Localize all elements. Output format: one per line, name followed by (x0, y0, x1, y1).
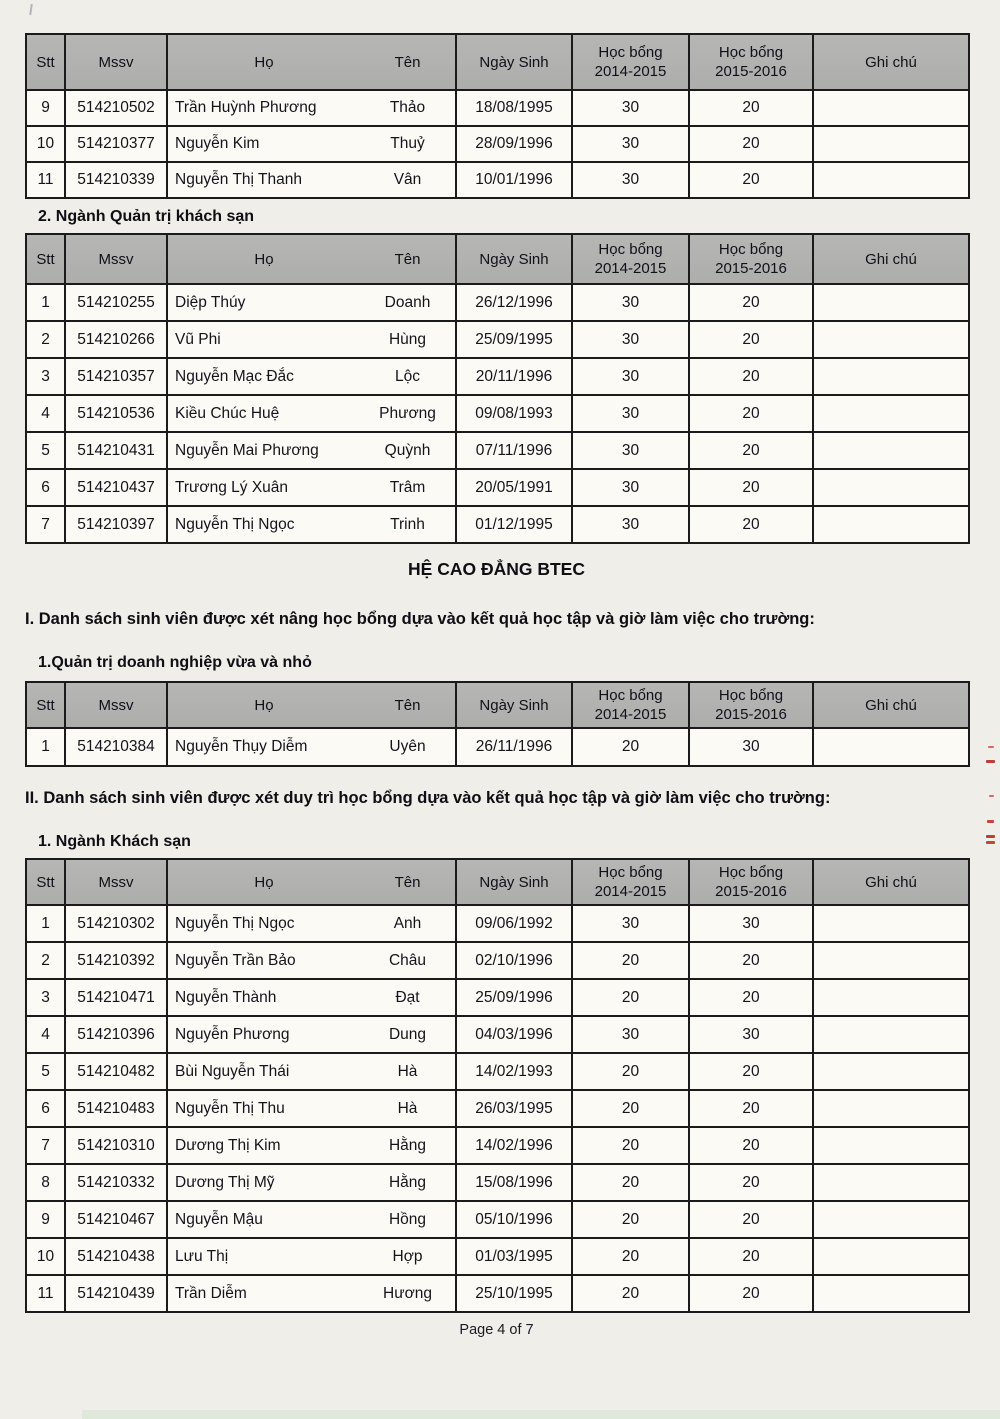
table-row (26, 1127, 969, 1164)
cell-ghi-chu (813, 979, 969, 1016)
cell-hocbong-2014-2015: 20 (572, 979, 689, 1016)
cell-ho: Vũ Phi (175, 330, 221, 348)
cell-hocbong-2015-2016: 20 (689, 90, 813, 126)
cell-mssv: 514210384 (65, 728, 167, 766)
cell-ngay-sinh: 26/11/1996 (456, 728, 572, 766)
cell-ho: Trần Diễm (175, 1284, 247, 1302)
scanner-edge-band (82, 1410, 1000, 1419)
col-header-ho-ten (167, 234, 456, 284)
cell-ho: Nguyễn Thị Ngọc (175, 914, 295, 932)
red-scan-mark (986, 835, 995, 838)
cell-hocbong-2014-2015: 20 (572, 728, 689, 766)
table-row (26, 395, 969, 432)
cell-ghi-chu (813, 90, 969, 126)
cell-ten: Uyên (389, 738, 426, 755)
cell-stt: 11 (26, 162, 65, 198)
cell-ho: Nguyễn Thụy Diễm (175, 738, 308, 755)
cell-stt: 1 (26, 728, 65, 766)
col-header-mssv: Mssv (65, 234, 167, 284)
cell-mssv: 514210482 (65, 1053, 167, 1090)
cell-hocbong-2014-2015: 30 (572, 321, 689, 358)
cell-ngay-sinh: 20/11/1996 (456, 358, 572, 395)
cell-ghi-chu (813, 1127, 969, 1164)
cell-stt: 2 (26, 321, 65, 358)
cell-stt: 9 (26, 90, 65, 126)
cell-hocbong-2015-2016: 30 (689, 728, 813, 766)
col-header-ngay-sinh: Ngày Sinh (456, 34, 572, 90)
col-header-ten: Tên (394, 53, 421, 71)
cell-stt: 3 (26, 979, 65, 1016)
cell-hocbong-2014-2015: 30 (572, 469, 689, 506)
cell-hocbong-2014-2015: 30 (572, 395, 689, 432)
cell-mssv: 514210266 (65, 321, 167, 358)
cell-ghi-chu (813, 162, 969, 198)
cell-stt: 6 (26, 1090, 65, 1127)
cell-ho-ten (167, 432, 456, 469)
cell-mssv: 514210302 (65, 905, 167, 942)
cell-hocbong-2014-2015: 20 (572, 1053, 689, 1090)
table-header (26, 34, 969, 90)
cell-hocbong-2014-2015: 30 (572, 358, 689, 395)
col-header-hocbong-2015-2016: Học bổng 2015-2016 (689, 234, 813, 284)
cell-hocbong-2015-2016: 20 (689, 469, 813, 506)
cell-ten: Doanh (384, 293, 431, 311)
cell-mssv: 514210502 (65, 90, 167, 126)
cell-hocbong-2014-2015: 20 (572, 1127, 689, 1164)
table-row (26, 162, 969, 198)
cell-ho-ten (167, 395, 456, 432)
cell-stt: 11 (26, 1275, 65, 1312)
cell-ngay-sinh: 04/03/1996 (456, 1016, 572, 1053)
cell-ngay-sinh: 01/03/1995 (456, 1238, 572, 1275)
cell-mssv: 514210339 (65, 162, 167, 198)
cell-ho-ten (167, 1016, 456, 1053)
cell-ho-ten (167, 126, 456, 162)
col-header-ho: Họ (254, 696, 274, 714)
cell-ho: Nguyễn Kim (175, 135, 260, 152)
cell-hocbong-2015-2016: 30 (689, 905, 813, 942)
pen-scan-mark (29, 4, 33, 15)
cell-ngay-sinh: 09/08/1993 (456, 395, 572, 432)
cell-hocbong-2014-2015: 30 (572, 284, 689, 321)
col-header-stt: Stt (26, 859, 65, 905)
col-header-ngay-sinh: Ngày Sinh (456, 682, 572, 728)
cell-ho: Trần Huỳnh Phương (175, 99, 317, 116)
table-row (26, 126, 969, 162)
cell-ngay-sinh: 25/09/1995 (456, 321, 572, 358)
table-body (26, 905, 969, 1312)
cell-ngay-sinh: 01/12/1995 (456, 506, 572, 543)
col-header-ghi-chu: Ghi chú (813, 859, 969, 905)
col-header-mssv: Mssv (65, 682, 167, 728)
cell-hocbong-2015-2016: 20 (689, 1090, 813, 1127)
cell-hocbong-2014-2015: 20 (572, 942, 689, 979)
table-body (26, 284, 969, 543)
cell-ten: Thảo (389, 99, 426, 116)
cell-mssv: 514210310 (65, 1127, 167, 1164)
cell-mssv: 514210396 (65, 1016, 167, 1053)
table-row (26, 469, 969, 506)
col-header-hocbong-2014-2015: Học bổng 2014-2015 (572, 859, 689, 905)
cell-stt: 4 (26, 395, 65, 432)
cell-mssv: 514210431 (65, 432, 167, 469)
table-row (26, 1090, 969, 1127)
cell-stt: 7 (26, 506, 65, 543)
cell-mssv: 514210392 (65, 942, 167, 979)
cell-hocbong-2014-2015: 30 (572, 506, 689, 543)
cell-ho: Nguyễn Thị Thu (175, 1099, 285, 1117)
col-header-hocbong-2015-2016: Học bổng 2015-2016 (689, 682, 813, 728)
cell-ghi-chu (813, 728, 969, 766)
cell-ngay-sinh: 14/02/1996 (456, 1127, 572, 1164)
cell-ho-ten (167, 1164, 456, 1201)
col-header-hocbong-2015-2016: Học bổng 2015-2016 (689, 859, 813, 905)
cell-ten: Trâm (389, 478, 426, 496)
cell-hocbong-2015-2016: 20 (689, 321, 813, 358)
cell-ghi-chu (813, 321, 969, 358)
cell-ho-ten (167, 1053, 456, 1090)
section-i-heading: I. Danh sách sinh viên được xét nâng học bổng dựa vào kết quả học tập và giờ làm việc cho trường: (25, 610, 815, 628)
page-number-footer: Page 4 of 7 (459, 1322, 534, 1338)
cell-ten: Hồng (388, 1210, 427, 1228)
cell-stt: 5 (26, 1053, 65, 1090)
cell-hocbong-2014-2015: 30 (572, 162, 689, 198)
table-row (26, 1164, 969, 1201)
table-header (26, 682, 969, 728)
cell-stt: 1 (26, 905, 65, 942)
cell-ho-ten (167, 942, 456, 979)
table-row (26, 1275, 969, 1312)
cell-ten: Hợp (392, 1247, 423, 1265)
cell-ten: Hằng (388, 1136, 427, 1154)
cell-hocbong-2015-2016: 20 (689, 506, 813, 543)
col-header-ten: Tên (394, 873, 421, 891)
col-header-hocbong-2015-2016: Học bổng 2015-2016 (689, 34, 813, 90)
cell-ngay-sinh: 26/12/1996 (456, 284, 572, 321)
table-row (26, 321, 969, 358)
cell-ho: Lưu Thị (175, 1247, 229, 1265)
heading-he-cao-dang-btec: HỆ CAO ĐẲNG BTEC (408, 559, 585, 579)
cell-ho-ten (167, 905, 456, 942)
cell-stt: 7 (26, 1127, 65, 1164)
col-header-ghi-chu: Ghi chú (813, 682, 969, 728)
cell-mssv: 514210439 (65, 1275, 167, 1312)
cell-ngay-sinh: 25/09/1996 (456, 979, 572, 1016)
cell-ghi-chu (813, 1053, 969, 1090)
cell-ngay-sinh: 15/08/1996 (456, 1164, 572, 1201)
cell-mssv: 514210332 (65, 1164, 167, 1201)
cell-ten: Dung (388, 1025, 427, 1043)
table-row (26, 90, 969, 126)
cell-stt: 2 (26, 942, 65, 979)
cell-ngay-sinh: 02/10/1996 (456, 942, 572, 979)
table-row (26, 506, 969, 543)
cell-stt: 8 (26, 1164, 65, 1201)
section-ii-heading: II. Danh sách sinh viên được xét duy trì học bổng dựa vào kết quả học tập và giờ làm việc cho trường: (25, 789, 831, 807)
table-btec-nang-hoc-bong (25, 681, 970, 767)
cell-hocbong-2015-2016: 20 (689, 126, 813, 162)
cell-stt: 10 (26, 126, 65, 162)
cell-ghi-chu (813, 1016, 969, 1053)
col-header-hocbong-2014-2015: Học bổng 2014-2015 (572, 34, 689, 90)
cell-ten: Hương (383, 1284, 432, 1302)
table-row (26, 358, 969, 395)
cell-ho-ten (167, 1275, 456, 1312)
cell-hocbong-2014-2015: 20 (572, 1090, 689, 1127)
cell-mssv: 514210357 (65, 358, 167, 395)
col-header-ghi-chu: Ghi chú (813, 34, 969, 90)
cell-mssv: 514210467 (65, 1201, 167, 1238)
cell-hocbong-2015-2016: 20 (689, 358, 813, 395)
cell-ten: Hà (397, 1099, 418, 1117)
cell-ho: Dương Thị Mỹ (175, 1173, 275, 1191)
col-header-mssv: Mssv (65, 34, 167, 90)
cell-ho: Nguyễn Trần Bảo (175, 951, 296, 969)
col-header-ho: Họ (254, 250, 274, 268)
cell-ho: Nguyễn Mạc Đắc (175, 367, 294, 385)
cell-stt: 5 (26, 432, 65, 469)
cell-hocbong-2015-2016: 20 (689, 1127, 813, 1164)
cell-ho-ten (167, 90, 456, 126)
cell-ho: Trương Lý Xuân (175, 478, 289, 496)
cell-ten: Châu (388, 951, 427, 969)
cell-hocbong-2015-2016: 20 (689, 1238, 813, 1275)
section-title-quan-tri-khach-san: 2. Ngành Quản trị khách sạn (38, 208, 255, 225)
col-header-stt: Stt (26, 234, 65, 284)
cell-ngay-sinh: 07/11/1996 (456, 432, 572, 469)
table-khach-san-continued (25, 33, 970, 199)
cell-ghi-chu (813, 1090, 969, 1127)
cell-ho: Nguyễn Thị Thanh (175, 171, 302, 188)
cell-ngay-sinh: 28/09/1996 (456, 126, 572, 162)
cell-ten: Đạt (395, 988, 420, 1006)
red-scan-mark (987, 820, 994, 823)
cell-ten: Thuỷ (390, 135, 425, 152)
cell-ho-ten (167, 728, 456, 766)
cell-mssv: 514210483 (65, 1090, 167, 1127)
cell-ngay-sinh: 09/06/1992 (456, 905, 572, 942)
cell-stt: 1 (26, 284, 65, 321)
cell-ho-ten (167, 469, 456, 506)
cell-hocbong-2015-2016: 20 (689, 432, 813, 469)
cell-mssv: 514210471 (65, 979, 167, 1016)
cell-ho-ten (167, 284, 456, 321)
table-row (26, 942, 969, 979)
cell-hocbong-2015-2016: 20 (689, 284, 813, 321)
table-btec-duy-tri-hoc-bong (25, 858, 970, 1313)
cell-hocbong-2015-2016: 30 (689, 1016, 813, 1053)
cell-ho: Nguyễn Thành (175, 988, 277, 1006)
cell-hocbong-2015-2016: 20 (689, 942, 813, 979)
cell-hocbong-2014-2015: 30 (572, 90, 689, 126)
cell-ten: Lộc (395, 367, 420, 385)
cell-ho-ten (167, 162, 456, 198)
cell-ghi-chu (813, 358, 969, 395)
cell-ghi-chu (813, 1275, 969, 1312)
cell-ngay-sinh: 18/08/1995 (456, 90, 572, 126)
col-header-ho: Họ (254, 53, 274, 71)
col-header-ho-ten (167, 34, 456, 90)
cell-stt: 6 (26, 469, 65, 506)
cell-stt: 10 (26, 1238, 65, 1275)
cell-ghi-chu (813, 395, 969, 432)
cell-ho-ten (167, 506, 456, 543)
cell-ho: Kiều Chúc Huệ (175, 404, 280, 422)
cell-hocbong-2014-2015: 20 (572, 1164, 689, 1201)
cell-ho: Nguyễn Mậu (175, 1210, 263, 1228)
col-header-stt: Stt (26, 34, 65, 90)
table-row (26, 432, 969, 469)
document-body (25, 33, 968, 1338)
cell-ghi-chu (813, 126, 969, 162)
cell-ghi-chu (813, 284, 969, 321)
col-header-ho-ten (167, 682, 456, 728)
col-header-ngay-sinh: Ngày Sinh (456, 859, 572, 905)
cell-hocbong-2014-2015: 20 (572, 1238, 689, 1275)
red-scan-mark (989, 795, 994, 797)
red-scan-mark (986, 841, 995, 844)
cell-mssv: 514210377 (65, 126, 167, 162)
table-row (26, 1201, 969, 1238)
cell-hocbong-2015-2016: 20 (689, 395, 813, 432)
cell-ngay-sinh: 26/03/1995 (456, 1090, 572, 1127)
cell-stt: 9 (26, 1201, 65, 1238)
col-header-ten: Tên (394, 696, 421, 714)
cell-ngay-sinh: 25/10/1995 (456, 1275, 572, 1312)
cell-ho-ten (167, 358, 456, 395)
cell-mssv: 514210536 (65, 395, 167, 432)
cell-ngay-sinh: 20/05/1991 (456, 469, 572, 506)
cell-hocbong-2014-2015: 20 (572, 1275, 689, 1312)
col-header-ngay-sinh: Ngày Sinh (456, 234, 572, 284)
cell-ngay-sinh: 14/02/1993 (456, 1053, 572, 1090)
cell-ho: Bùi Nguyễn Thái (175, 1062, 290, 1080)
table-row (26, 284, 969, 321)
cell-hocbong-2015-2016: 20 (689, 1201, 813, 1238)
cell-ho-ten (167, 1090, 456, 1127)
col-header-ho-ten (167, 859, 456, 905)
cell-ten: Phương (379, 404, 436, 422)
subsection-nganh-khach-san: 1. Ngành Khách sạn (38, 833, 191, 850)
red-scan-mark (988, 746, 994, 748)
cell-ho-ten (167, 1127, 456, 1164)
table-header (26, 234, 969, 284)
cell-ten: Hằng (388, 1173, 427, 1191)
cell-ten: Hà (397, 1062, 418, 1080)
cell-ho-ten (167, 321, 456, 358)
cell-hocbong-2015-2016: 20 (689, 162, 813, 198)
table-body (26, 728, 969, 766)
cell-ho-ten (167, 1201, 456, 1238)
table-row (26, 905, 969, 942)
cell-ho-ten (167, 979, 456, 1016)
cell-hocbong-2014-2015: 30 (572, 126, 689, 162)
col-header-ghi-chu: Ghi chú (813, 234, 969, 284)
cell-hocbong-2015-2016: 20 (689, 1275, 813, 1312)
cell-hocbong-2014-2015: 30 (572, 1016, 689, 1053)
cell-hocbong-2014-2015: 30 (572, 905, 689, 942)
cell-ghi-chu (813, 1238, 969, 1275)
cell-ho-ten (167, 1238, 456, 1275)
col-header-hocbong-2014-2015: Học bổng 2014-2015 (572, 682, 689, 728)
cell-ten: Hùng (388, 330, 427, 348)
col-header-hocbong-2014-2015: Học bổng 2014-2015 (572, 234, 689, 284)
cell-ghi-chu (813, 506, 969, 543)
cell-hocbong-2014-2015: 30 (572, 432, 689, 469)
cell-ten: Vân (393, 171, 422, 188)
cell-mssv: 514210437 (65, 469, 167, 506)
cell-ho: Dương Thị Kim (175, 1136, 281, 1154)
subsection-quan-tri-doanh-nghiep: 1.Quản trị doanh nghiệp vừa và nhỏ (38, 654, 312, 671)
cell-ghi-chu (813, 1201, 969, 1238)
cell-ngay-sinh: 10/01/1996 (456, 162, 572, 198)
cell-ghi-chu (813, 905, 969, 942)
table-row (26, 1016, 969, 1053)
cell-ten: Quỳnh (384, 441, 431, 459)
cell-ghi-chu (813, 1164, 969, 1201)
col-header-stt: Stt (26, 682, 65, 728)
table-row (26, 1238, 969, 1275)
col-header-ten: Tên (394, 250, 421, 268)
cell-stt: 4 (26, 1016, 65, 1053)
cell-hocbong-2014-2015: 20 (572, 1201, 689, 1238)
cell-hocbong-2015-2016: 20 (689, 1053, 813, 1090)
cell-mssv: 514210255 (65, 284, 167, 321)
table-row (26, 1053, 969, 1090)
table-row (26, 979, 969, 1016)
cell-ho: Nguyễn Phương (175, 1025, 290, 1043)
cell-hocbong-2015-2016: 20 (689, 1164, 813, 1201)
cell-ghi-chu (813, 432, 969, 469)
cell-mssv: 514210438 (65, 1238, 167, 1275)
table-row (26, 728, 969, 766)
cell-stt: 3 (26, 358, 65, 395)
cell-ho: Nguyễn Mai Phương (175, 441, 319, 459)
red-scan-mark (986, 760, 995, 763)
cell-ngay-sinh: 05/10/1996 (456, 1201, 572, 1238)
cell-ghi-chu (813, 469, 969, 506)
table-header (26, 859, 969, 905)
cell-ghi-chu (813, 942, 969, 979)
cell-ten: Trinh (390, 515, 425, 533)
table-body (26, 90, 969, 198)
col-header-ho: Họ (254, 873, 274, 891)
cell-ten: Anh (393, 914, 422, 932)
cell-mssv: 514210397 (65, 506, 167, 543)
cell-ho: Diệp Thúy (175, 293, 246, 311)
col-header-mssv: Mssv (65, 859, 167, 905)
cell-hocbong-2015-2016: 20 (689, 979, 813, 1016)
table-quan-tri-khach-san (25, 233, 970, 544)
cell-ho: Nguyễn Thị Ngọc (175, 515, 295, 533)
